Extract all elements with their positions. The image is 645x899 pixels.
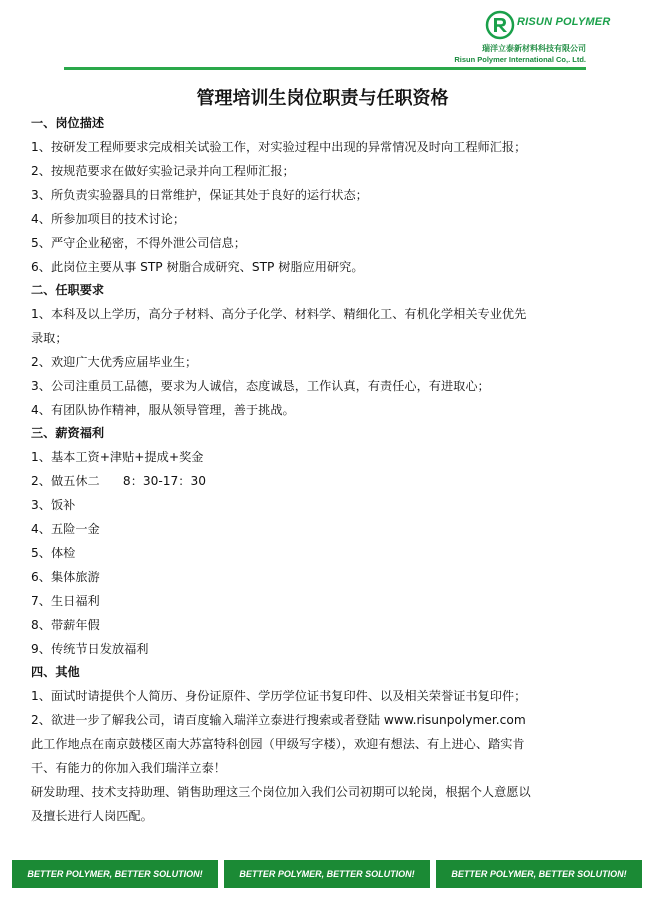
company-name-en: Risun Polymer International Co,. Ltd.	[454, 55, 586, 64]
list-item: 2、按规范要求在做好实验记录并向工程师汇报；	[31, 164, 295, 178]
list-item: 3、饭补	[31, 498, 76, 512]
letterhead	[0, 0, 645, 80]
list-item: 4、所参加项目的技术讨论；	[31, 212, 186, 226]
list-item: 1、基本工资+津贴+提成+奖金	[31, 450, 204, 464]
paragraph-line: 干、有能力的你加入我们瑞洋立泰！	[31, 761, 226, 775]
company-name-cn: 瑞洋立泰新材料科技有限公司	[482, 44, 586, 53]
list-item: 3、公司注重员工品德，要求为人诚信，态度诚恳，工作认真，有责任心，有进取心；	[31, 379, 490, 393]
list-item: 1、面试时请提供个人简历、身份证原件、学历学位证书复印件、以及相关荣誉证书复印件；	[31, 689, 527, 703]
paragraph-line: 研发助理、技术支持助理、销售助理这三个岗位加入我们公司初期可以轮岗，根据个人意愿以	[31, 785, 531, 799]
header-divider	[64, 67, 586, 70]
page-title: 管理培训生岗位职责与任职资格	[196, 88, 449, 109]
list-item: 6、此岗位主要从事 STP 树脂合成研究、STP 树脂应用研究。	[31, 260, 364, 274]
slogan-banner: BETTER POLYMER, BETTER SOLUTION!	[224, 860, 430, 888]
logo-text: RISUN POLYMER	[517, 16, 611, 28]
paragraph-line: 及擅长进行人岗匹配。	[31, 809, 153, 823]
paragraph-line: 此工作地点在南京鼓楼区南大苏富特科创园（甲级写字楼），欢迎有想法、有上进心、踏实肯	[31, 737, 525, 751]
list-item: 9、传统节日发放福利	[31, 642, 149, 656]
slogan-banner: BETTER POLYMER, BETTER SOLUTION!	[436, 860, 642, 888]
document-body	[31, 112, 591, 828]
list-item: 6、集体旅游	[31, 570, 100, 584]
slogan-banner: BETTER POLYMER, BETTER SOLUTION!	[12, 860, 218, 888]
list-item: 2、欢迎广大优秀应届毕业生；	[31, 355, 198, 369]
list-item: 3、所负责实验器具的日常维护，保证其处于良好的运行状态；	[31, 188, 368, 202]
list-item: 4、有团队协作精神，服从领导管理，善于挑战。	[31, 403, 295, 417]
list-item: 5、严守企业秘密，不得外泄公司信息；	[31, 236, 246, 250]
list-item: 录取；	[31, 331, 68, 345]
section-heading: 二、任职要求	[31, 283, 105, 297]
list-item: 1、按研发工程师要求完成相关试验工作，对实验过程中出现的异常情况及时向工程师汇报；	[31, 140, 527, 154]
list-item: 5、体检	[31, 546, 76, 560]
list-item: 8、带薪年假	[31, 618, 100, 632]
section-heading: 三、薪资福利	[31, 426, 105, 440]
section-heading: 四、其他	[31, 665, 80, 679]
list-item: 7、生日福利	[31, 594, 100, 608]
list-item: 4、五险一金	[31, 522, 100, 536]
section-heading: 一、岗位描述	[31, 116, 105, 130]
list-item: 2、做五休二 8：30-17：30	[31, 474, 206, 488]
list-item: 1、本科及以上学历，高分子材料、高分子化学、材料学、精细化工、有机化学相关专业优先	[31, 307, 527, 321]
risun-logo-icon	[485, 10, 515, 40]
footer-banners	[12, 860, 643, 888]
list-item: 2、欲进一步了解我公司，请百度输入瑞洋立泰进行搜索或者登陆 www.risunpolymer.com	[31, 713, 526, 727]
